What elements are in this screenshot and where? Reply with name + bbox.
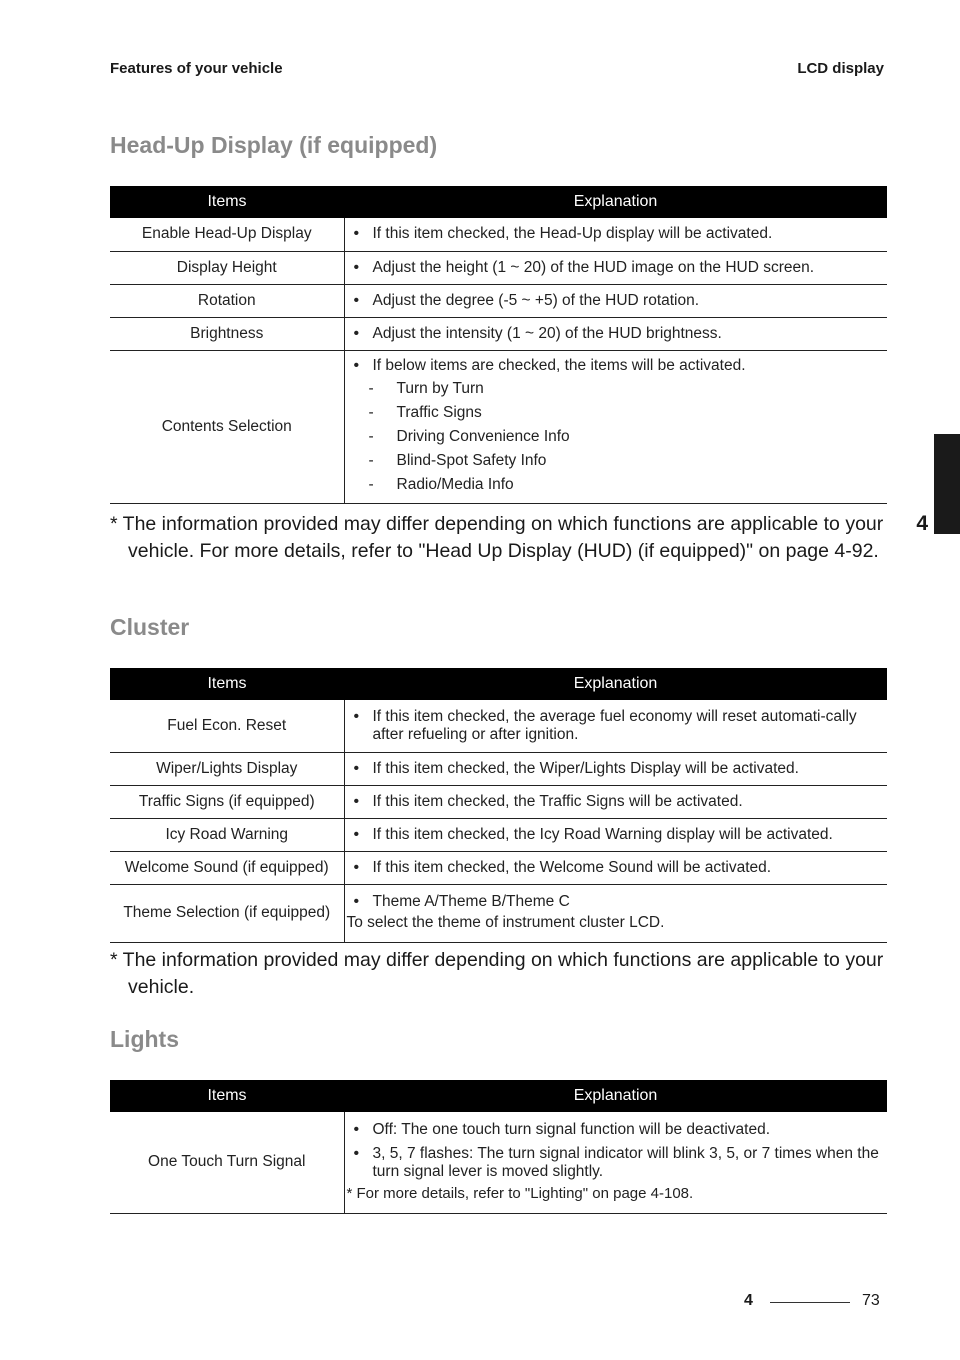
bullet-text: • 3, 5, 7 flashes: The turn signal indicator will blink 3, 5, or 7 times when the turn signal lever is moved slightly.: [351, 1145, 884, 1181]
column-header-items: Items: [110, 186, 344, 218]
table-row: [110, 1112, 887, 1213]
table-row: [110, 251, 887, 284]
bullet-text: • If this item checked, the Wiper/Lights Display will be activated.: [351, 760, 884, 778]
running-header-section: Features of your vehicle: [110, 60, 283, 77]
table-cell-explanation: [344, 1112, 887, 1213]
page-number: 73: [862, 1292, 880, 1309]
hud-note: * The information provided may differ depending on which functions are applicable to your vehicle. For more details, refer to "Head Up Display (HUD) (if equipped)" on page 4-92.: [110, 513, 884, 562]
table-row: [110, 218, 887, 251]
table-row: [110, 317, 887, 350]
table-cell-item: Theme Selection (if equipped): [110, 884, 344, 942]
table-row: [110, 851, 887, 884]
table-cell-explanation: [344, 700, 887, 752]
table-cell-item: Traffic Signs (if equipped): [110, 785, 344, 818]
lights-table: [110, 1080, 887, 1214]
table-cell-item: Wiper/Lights Display: [110, 752, 344, 785]
footnote-text: * For more details, refer to "Lighting" on page 4-108.: [346, 1185, 694, 1203]
bullet-text: • If this item checked, the average fuel economy will reset automati-cally after refueling or after ignition.: [351, 708, 884, 744]
cluster-section-title: Cluster: [110, 614, 190, 640]
table-cell-explanation: [344, 785, 887, 818]
column-header-explanation: Explanation: [344, 186, 887, 218]
chapter-tab: [934, 434, 960, 534]
sub-list-item: - Turn by Turn: [351, 377, 884, 401]
bullet-text: • Theme A/Theme B/Theme C: [351, 893, 884, 911]
table-row: [110, 700, 887, 752]
chapter-tab-number: 4: [916, 512, 928, 535]
sub-list-item: - Traffic Signs: [351, 401, 884, 425]
lights-section-title: Lights: [110, 1026, 179, 1052]
cluster-note: * The information provided may differ depending on which functions are applicable to your vehicle.: [110, 949, 884, 998]
hud-section-title: Head-Up Display (if equipped): [110, 132, 438, 158]
table-cell-item: Welcome Sound (if equipped): [110, 851, 344, 884]
bullet-text: • Adjust the height (1 ~ 20) of the HUD image on the HUD screen.: [351, 259, 884, 277]
table-cell-item: One Touch Turn Signal: [110, 1112, 344, 1213]
table-cell-item: Rotation: [110, 284, 344, 317]
column-header-items: Items: [110, 668, 344, 700]
table-row: [110, 785, 887, 818]
table-header-row: [110, 1080, 887, 1112]
table-cell-item: Icy Road Warning: [110, 818, 344, 851]
bullet-text: • Adjust the degree (-5 ~ +5) of the HUD rotation.: [351, 292, 884, 310]
table-cell-explanation: [344, 317, 887, 350]
table-cell-item: Display Height: [110, 251, 344, 284]
plain-text: To select the theme of instrument cluster LCD.: [346, 914, 665, 932]
cluster-table: [110, 668, 887, 943]
footer-chapter: 4: [744, 1292, 753, 1309]
table-cell-item: Contents Selection: [110, 350, 344, 504]
column-header-explanation: Explanation: [344, 1080, 887, 1112]
table-cell-explanation: [344, 884, 887, 942]
footer-divider: [770, 1302, 850, 1303]
bullet-text: • Adjust the intensity (1 ~ 20) of the HUD brightness.: [351, 325, 884, 343]
sub-list-item: - Blind-Spot Safety Info: [351, 449, 884, 473]
sub-list-item: - Radio/Media Info: [351, 473, 884, 497]
bullet-text: • If this item checked, the Head-Up display will be activated.: [351, 225, 884, 243]
table-cell-explanation: [344, 818, 887, 851]
table-cell-explanation: [344, 284, 887, 317]
column-header-items: Items: [110, 1080, 344, 1112]
running-header-title: LCD display: [797, 60, 884, 77]
table-cell-explanation: [344, 851, 887, 884]
table-row: [110, 284, 887, 317]
column-header-explanation: Explanation: [344, 668, 887, 700]
table-row: [110, 350, 887, 504]
table-cell-explanation: [344, 218, 887, 251]
table-header-row: [110, 668, 887, 700]
table-cell-explanation: [344, 251, 887, 284]
sub-list-item: - Driving Convenience Info: [351, 425, 884, 449]
bullet-text: • If this item checked, the Icy Road Warning display will be activated.: [351, 826, 884, 844]
table-row: [110, 884, 887, 942]
table-cell-item: Enable Head-Up Display: [110, 218, 344, 251]
table-cell-explanation: [344, 350, 887, 504]
table-header-row: [110, 186, 887, 218]
table-cell-item: Brightness: [110, 317, 344, 350]
bullet-text: • If below items are checked, the items will be activated.: [351, 357, 884, 375]
table-cell-item: Fuel Econ. Reset: [110, 700, 344, 752]
table-row: [110, 818, 887, 851]
bullet-text: • Off: The one touch turn signal function will be deactivated.: [351, 1121, 884, 1139]
bullet-text: • If this item checked, the Welcome Sound will be activated.: [351, 859, 884, 877]
table-cell-explanation: [344, 752, 887, 785]
hud-table: [110, 186, 887, 504]
bullet-text: • If this item checked, the Traffic Signs will be activated.: [351, 793, 884, 811]
table-row: [110, 752, 887, 785]
